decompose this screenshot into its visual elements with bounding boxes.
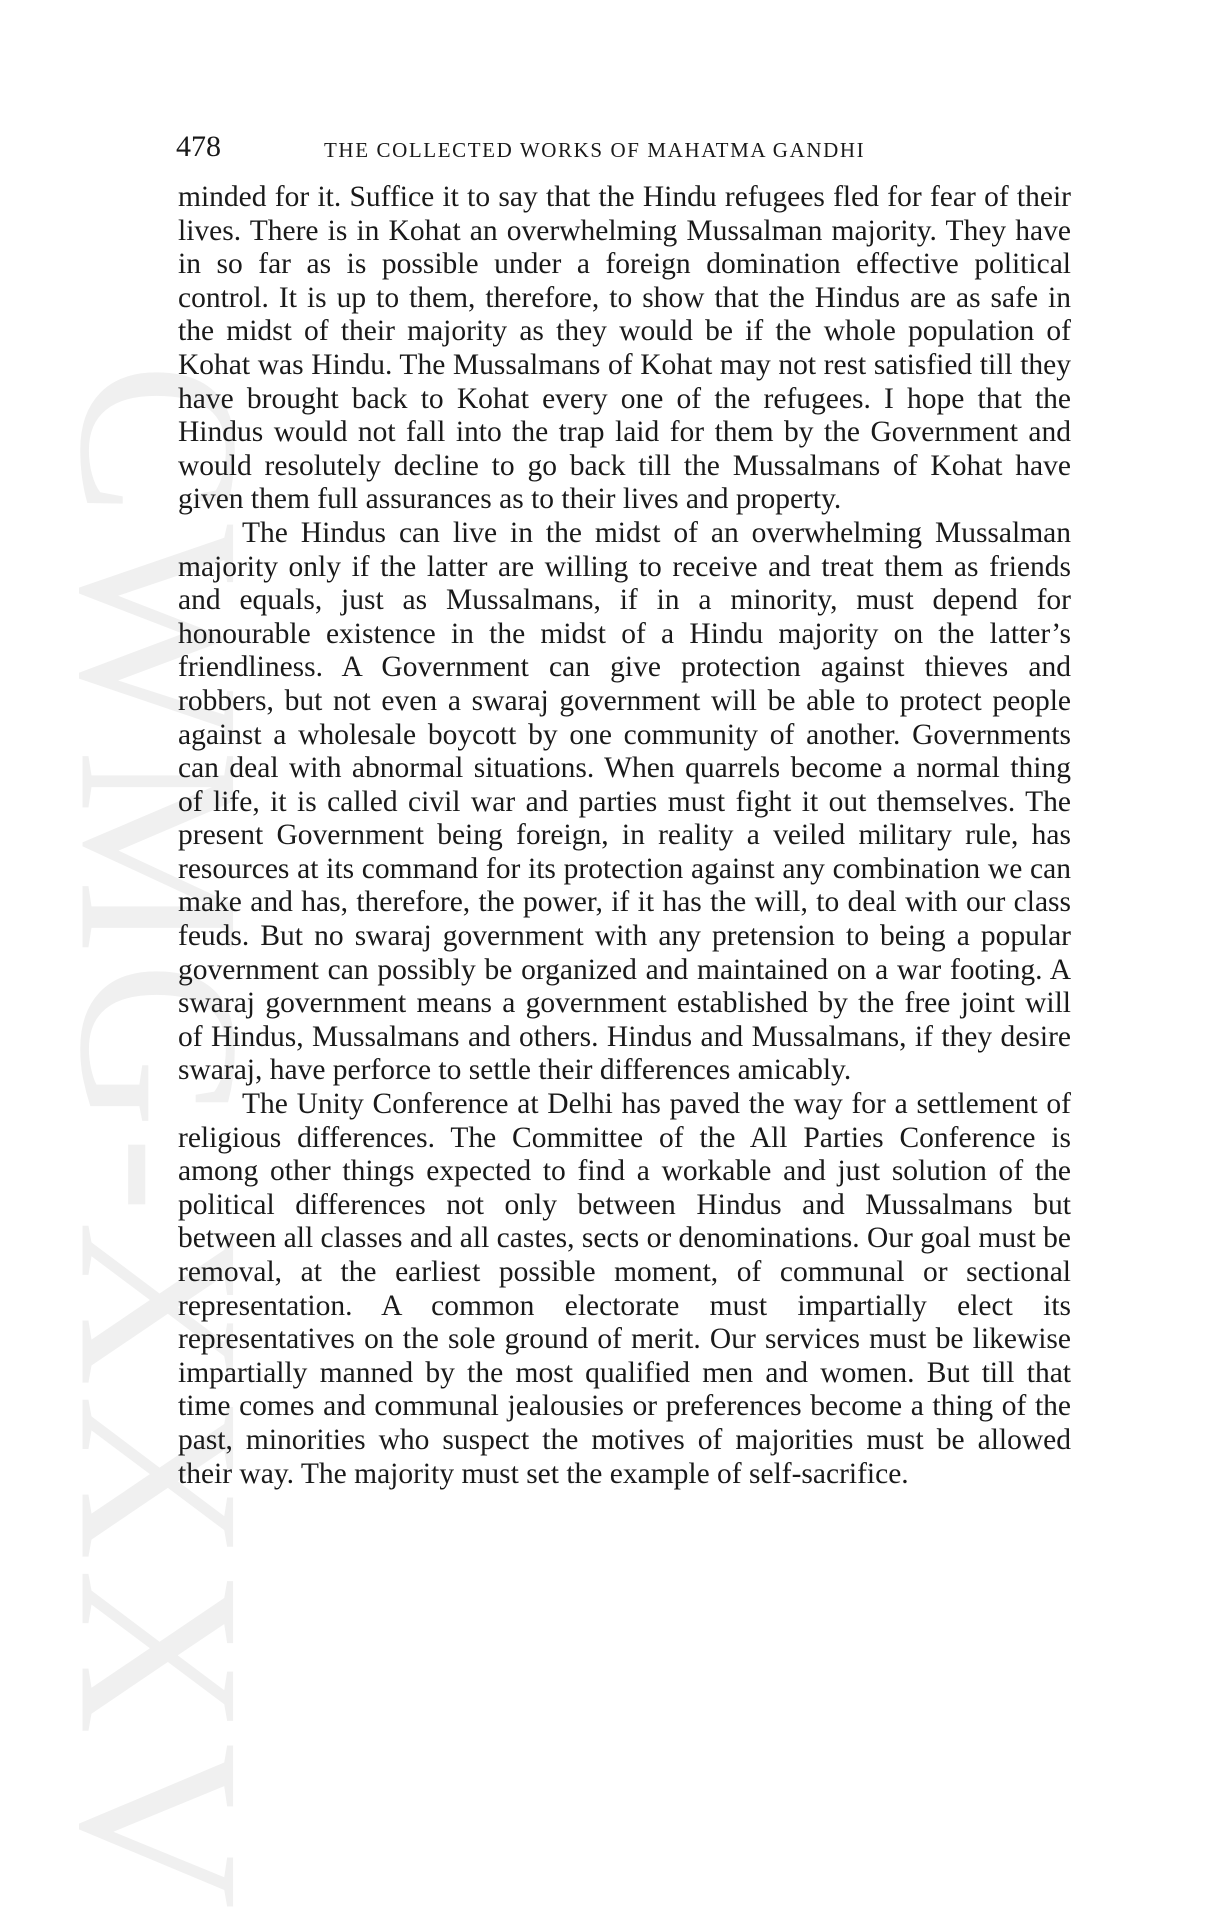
page-number: 478 xyxy=(176,130,221,163)
body-text xyxy=(178,181,1071,1491)
paragraph: The Hindus can live in the midst of an overwhelming Mussalman majority only if the latter are willing to receive and treat them as friends and equals, just as Mussalmans, if in a minority, must depend for honourable existence in the midst of a Hindu majority on the latter’s friendliness. A Government can give protection against thieves and robbers, but not even a swaraj government will be able to protect people against a wholesale boycott by one community of another. Governments can deal with abnormal situations. When quarrels become a normal thing of life, it is called civil war and parties must fight it out themselves. The present Government being foreign, in reality a veiled military rule, has resources at its command for its protection against any combination we can make and has, therefore, the power, if it has the will, to deal with our class feuds. But no swaraj government with any pretension to being a popular government can possibly be organized and maintained on a war footing. A swaraj government means a government established by the free joint will of Hindus, Mussalmans and others. Hindus and Mussalmans, if they desire swaraj, have perforce to settle their differences amicably. xyxy=(178,516,1071,1087)
running-head xyxy=(176,130,1066,170)
running-title: THE COLLECTED WORKS OF MAHATMA GANDHI xyxy=(324,138,866,162)
watermark-text: CWMG-XXXV xyxy=(32,362,288,1917)
paragraph-continued: minded for it. Suffice it to say that the Hindu refugees fled for fear of their lives. There is in Kohat an overwhelming Mussalman majority. They have in so far as is possible under a foreign domination effective political control. It is up to them, therefore, to show that the Hindus are as safe in the midst of their majority as they would be if the whole population of Kohat was Hindu. The Mussalmans of Kohat may not rest satisfied till they have brought back to Kohat every one of the refugees. I hope that the Hindus would not fall into the trap laid for them by the Government and would resolutely decline to go back till the Mussalmans of Kohat have given them full assurances as to their lives and property. xyxy=(178,181,1071,516)
paragraph: The Unity Conference at Delhi has paved the way for a settlement of religious differences. The Committee of the All Parties Conference is among other things expected to find a workable and just solution of the political differences not only between Hindus and Mussalmans but between all classes and all castes, sects or denominations. Our goal must be removal, at the earliest possible moment, of communal or sectional representation. A common electorate must impartially elect its representatives on the sole ground of merit. Our services must be likewise impartially manned by the most qualified men and women. But till that time comes and communal jealousies or preferences become a thing of the past, minorities who suspect the motives of majorities must be allowed their way. The majority must set the example of self-sacrifice. xyxy=(178,1088,1071,1490)
